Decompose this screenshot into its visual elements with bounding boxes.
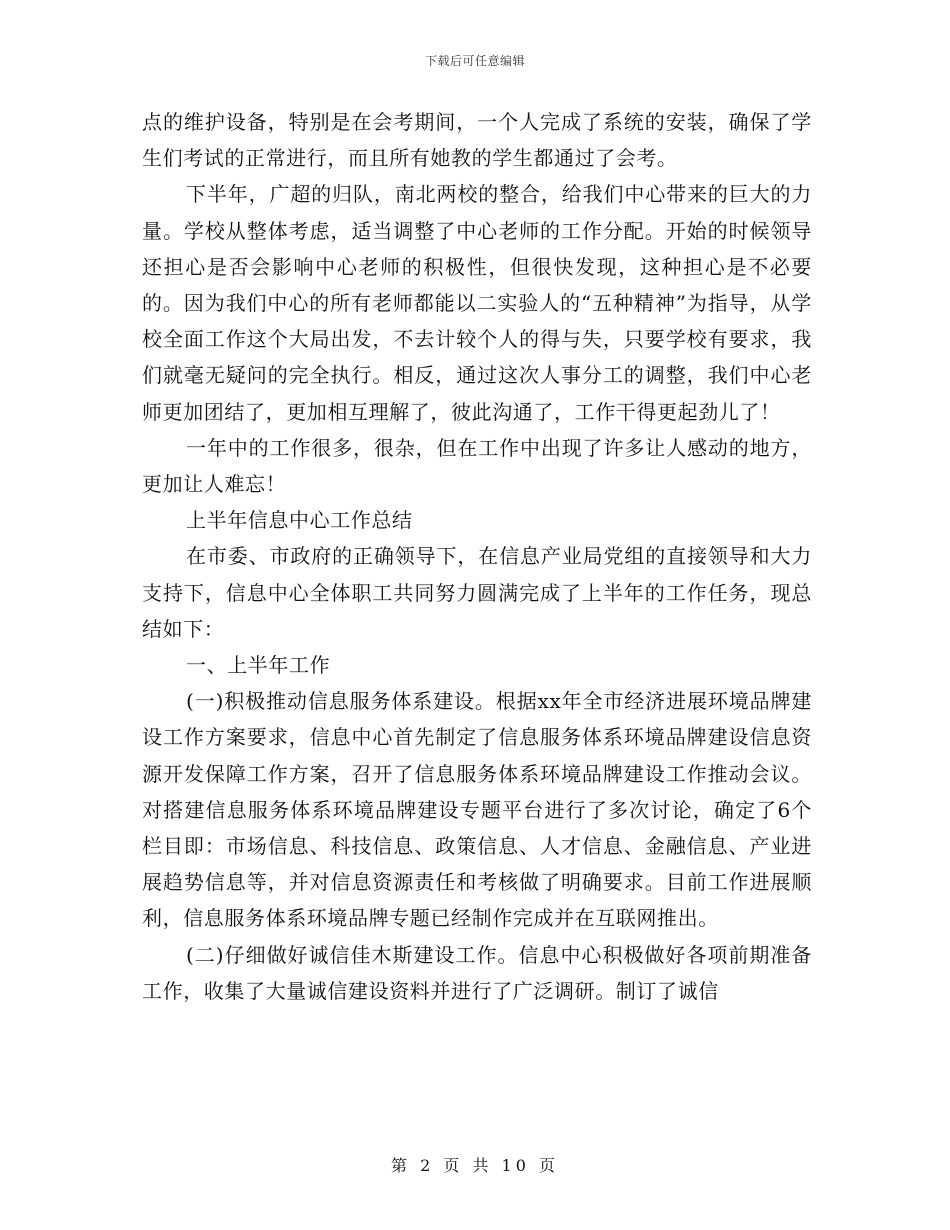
page-header: 下载后可任意编辑 bbox=[424, 54, 525, 68]
paragraph-4: 在市委、市政府的正确领导下，在信息产业局党组的直接领导和大力支持下，信息中心全体职工共同努力圆满完成了上半年的工作任务，现总结如下： bbox=[142, 544, 812, 641]
paragraph-6: (二)仔细做好诚信佳木斯建设工作。信息中心积极做好各项前期准备工作，收集了大量诚信建设资料并进行了广泛调研。制订了诚信 bbox=[142, 942, 812, 1003]
paragraph-2: 下半年，广超的归队，南北两校的整合，给我们中心带来的巨大的力量。学校从整体考虑，适当调整了中心老师的工作分配。开始的时候领导还担心是否会影响中心老师的积极性，但很快发现，这种担心是不必要的。因为我们中心的所有老师都能以二实验人的“五种精神”为指导，从学校全面工作这个大局出发，不去计较个人的得与失，只要学校有要求，我们就毫无疑问的完全执行。相反，通过这次人事分工的调整，我们中心老师更加团结了，更加相互理解了，彼此沟通了，工作干得更起劲儿了！ bbox=[142, 182, 812, 424]
section-title: 上半年信息中心工作总结 bbox=[186, 508, 413, 533]
document-body bbox=[142, 104, 812, 1009]
page-footer: 第 2 页 共 10 页 bbox=[391, 1156, 559, 1175]
paragraph-1: 点的维护设备，特别是在会考期间，一个人完成了系统的安装，确保了学生们考试的正常进行，而且所有她教的学生都通过了会考。 bbox=[142, 110, 812, 171]
paragraph-5: (一)积极推动信息服务体系建设。根据xx年全市经济进展环境品牌建设工作方案要求，信息中心首先制定了信息服务体系环境品牌建设信息资源开发保障工作方案，召开了信息服务体系环境品牌建设工作推动会议。对搭建信息服务体系环境品牌建设专题平台进行了多次讨论，确定了6个栏目即：市场信息、科技信息、政策信息、人才信息、金融信息、产业进展趋势信息等，并对信息资源责任和考核做了明确要求。目前工作进展顺利，信息服务体系环境品牌专题已经制作完成并在互联网推出。 bbox=[142, 689, 812, 931]
paragraph-3: 一年中的工作很多，很杂，但在工作中出现了许多让人感动的地方，更加让人难忘！ bbox=[142, 435, 812, 497]
section-heading: 一、上半年工作 bbox=[186, 653, 331, 678]
